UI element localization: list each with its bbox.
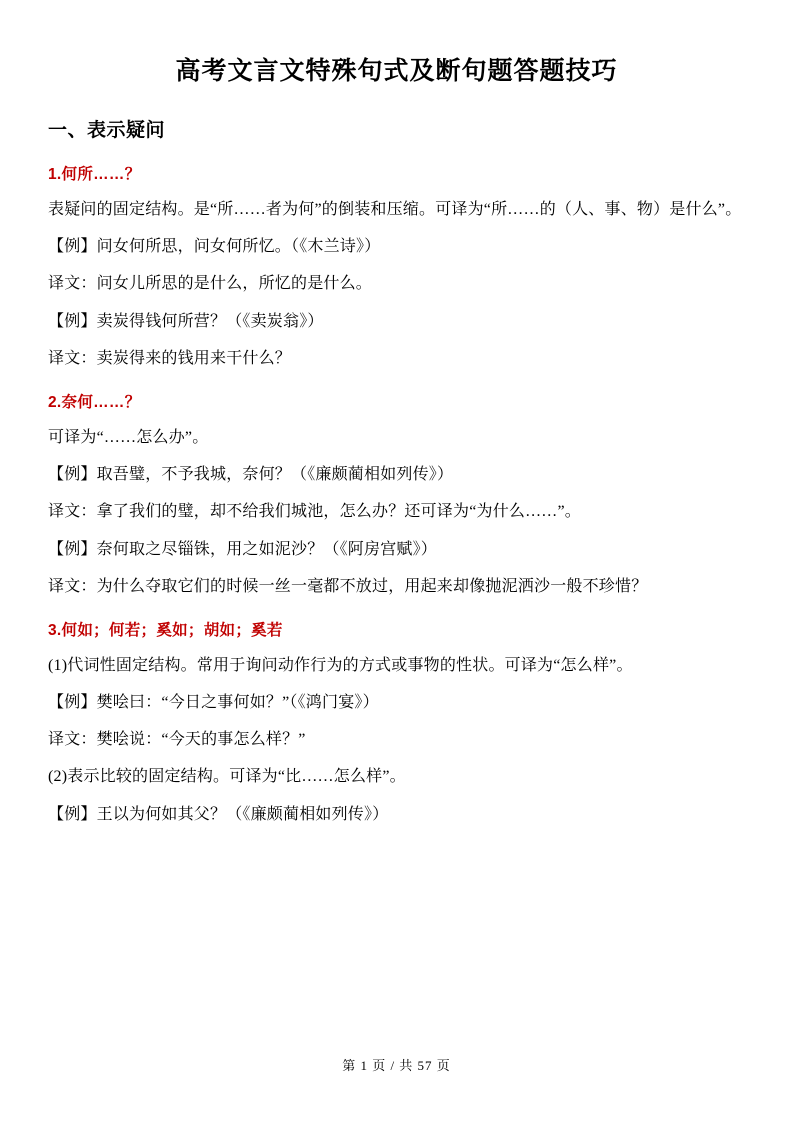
entry-3-line-5: 【例】王以为何如其父？（《廉颇蔺相如列传》） — [48, 805, 389, 823]
entry-2-line-5: 译文：为什么夺取它们的时候一丝一毫都不放过，用起来却像抛泥洒沙一般不珍惜？ — [48, 577, 648, 595]
entry-3-line-1: (1)代词性固定结构。常用于询问动作行为的方式或事物的性状。可译为“怎么样”。 — [48, 656, 633, 674]
page-title: 高考文言文特殊句式及断句题答题技巧 — [175, 57, 618, 85]
section-heading-1: 一、表示疑问 — [48, 120, 166, 141]
entry-2-line-2: 【例】取吾璧，不予我城，奈何？（《廉颇蔺相如列传》） — [48, 466, 454, 484]
entry-1-line-3: 译文：问女儿所思的是什么，所忆的是什么。 — [48, 275, 373, 293]
entry-2-line-4: 【例】奈何取之尽锱铢，用之如泥沙？（《阿房宫赋》） — [48, 540, 438, 558]
entry-heading-3: 3.何如；何若；奚如；胡如；奚若 — [48, 621, 283, 639]
entry-heading-2: 2.奈何……？ — [48, 393, 141, 411]
entry-2-line-3: 译文：拿了我们的璧，却不给我们城池，怎么办？还可译为“为什么……”。 — [48, 503, 582, 521]
entry-1-line-5: 译文：卖炭得来的钱用来干什么？ — [48, 349, 292, 367]
entry-heading-1: 1.何所……？ — [48, 166, 141, 183]
entry-2-line-1: 可译为“……怎么办”。 — [48, 428, 209, 446]
entry-1-line-1: 表疑问的固定结构。是“所……者为何”的倒装和压缩。可译为“所……的（人、事、物）是什么”。 — [48, 201, 742, 218]
entry-1-line-2: 【例】问女何所思，问女何所忆。（《木兰诗》） — [48, 238, 381, 256]
entry-3-line-4: (2)表示比较的固定结构。可译为“比……怎么样”。 — [48, 768, 406, 786]
entry-3-line-3: 译文：樊哙说：“今天的事怎么样？” — [48, 731, 306, 749]
entry-3-line-2: 【例】樊哙曰：“今日之事何如？”（《鸿门宴》） — [48, 694, 379, 712]
entry-1-line-4: 【例】卖炭得钱何所营？（《卖炭翁》） — [48, 312, 324, 330]
page-footer: 第 1 页 / 共 57 页 — [342, 1058, 451, 1073]
